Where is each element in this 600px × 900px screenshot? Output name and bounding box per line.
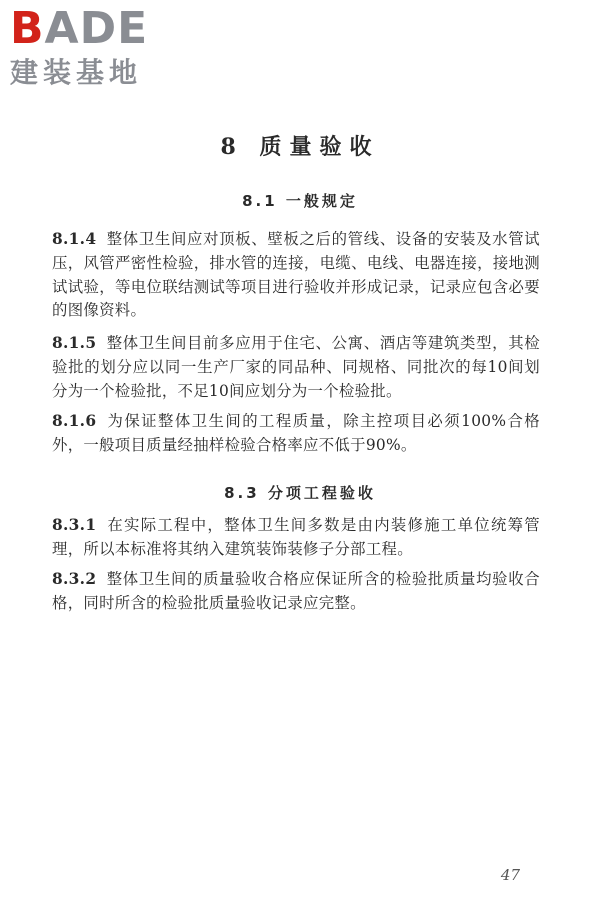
clause-8-3-2: 8.3.2 整体卫生间的质量验收合格应保证所含的检验批质量均验收合格，同时所含的检验批质量验收记录应完整。 xyxy=(52,570,540,612)
section-title-8-1: 8.1 一般规定 xyxy=(242,192,358,210)
clause-8-1-5: 8.1.5 整体卫生间目前多应用于住宅、公寓、酒店等建筑类型，其检验批的划分应以同一生产厂家的同品种、同规格、同批次的每10间划分为一个检验批，不足10间应划分为一个检验批。 xyxy=(52,334,540,400)
chapter-title: 8 质量验收 xyxy=(220,134,380,160)
clause-8-1-6: 8.1.6 为保证整体卫生间的工程质量，除主控项目必须100%合格外，一般项目质量经抽样检验合格率应不低于90%。 xyxy=(52,412,540,454)
clause-8-1-4: 8.1.4 整体卫生间应对顶板、壁板之后的管线、设备的安装及水管试压，风管严密性检验，排水管的连接，电缆、电线、电器连接，接地测试试验，等电位联结测试等项目进行验收并形成记录，记录应包含必要的图像资料。 xyxy=(52,230,540,320)
clause-8-3-1: 8.3.1 在实际工程中，整体卫生间多数是由内装修施工单位统筹管理，所以本标准将其纳入建筑装饰装修子分部工程。 xyxy=(52,516,540,558)
section-title-8-3: 8.3 分项工程验收 xyxy=(224,484,376,502)
page-number: 47 xyxy=(500,866,520,884)
bade-logo xyxy=(10,3,180,90)
logo-subtitle: 建装基地 xyxy=(10,56,143,89)
logo-wordmark: BADE xyxy=(10,3,149,54)
